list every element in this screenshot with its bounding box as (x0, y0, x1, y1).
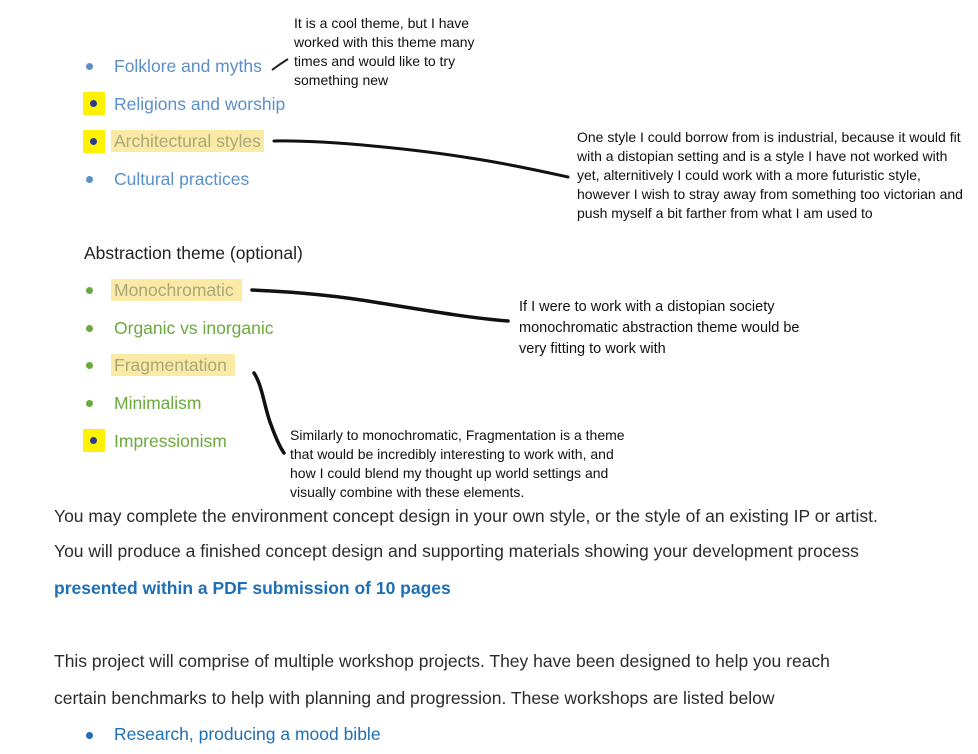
paragraph-style: You may complete the environment concept design in your own style, or the style of an existing IP or artist. (54, 506, 878, 526)
paragraph-workshops-line1: This project will comprise of multiple workshop projects. They have been designed to help you reach (54, 651, 830, 671)
list-item-monochromatic: Monochromatic (111, 279, 242, 301)
list-item-impressionism: Impressionism (114, 431, 227, 451)
list-item-cultural-practices: Cultural practices (114, 169, 250, 189)
list-item-religions: Religions and worship (114, 94, 286, 114)
list-item-architecture: Architectural styles (111, 130, 264, 152)
paragraph-deliverables: You will produce a finished concept design and supporting materials showing your development process (54, 541, 859, 561)
architecture-connector-line (274, 141, 568, 177)
fragmentation-connector-line (254, 373, 284, 453)
list-item-organic: Organic vs inorganic (114, 318, 274, 338)
abstraction-heading: Abstraction theme (optional) (84, 243, 303, 263)
highlighted-bullet (83, 429, 105, 452)
list-item-minimalism: Minimalism (114, 393, 202, 413)
workshop-item-research[interactable]: Research, producing a mood bible (114, 724, 381, 744)
note-monochromatic: If I were to work with a distopian society monochromatic abstraction theme would be very fitting to work with (519, 299, 800, 357)
highlighted-bullet (83, 92, 105, 115)
list-bullet (86, 400, 93, 407)
list-item-folklore: Folklore and myths (114, 56, 262, 76)
note-fragmentation: Similarly to monochromatic, Fragmentation is a theme that would be incredibly interesting to work with, and how I could blend my thought up world settings and visually combine with these elements. (290, 427, 625, 500)
list-bullet (86, 732, 93, 739)
monochromatic-connector-line (252, 290, 508, 321)
paragraph-workshops-line2: certain benchmarks to help with planning and progression. These workshops are listed below (54, 688, 775, 708)
note-folklore: It is a cool theme, but I have worked with this theme many times and would like to try something new (294, 15, 475, 88)
note-architecture: One style I could borrow from is industrial, because it would fit with a distopian setting and is a style I have not worked with yet, alternitively I could work with a more futuristic style, however I wish to stray away from something too victorian and push myself a bit farther from what I am used to (577, 129, 963, 221)
list-bullet (86, 63, 93, 70)
list-bullet (86, 362, 93, 369)
list-bullet (86, 287, 93, 294)
folklore-connector-line (272, 59, 288, 70)
pdf-requirement: presented within a PDF submission of 10 pages (54, 578, 451, 598)
highlighted-bullet (83, 130, 105, 153)
list-bullet (86, 325, 93, 332)
list-bullet (86, 176, 93, 183)
list-item-fragmentation: Fragmentation (111, 354, 235, 376)
